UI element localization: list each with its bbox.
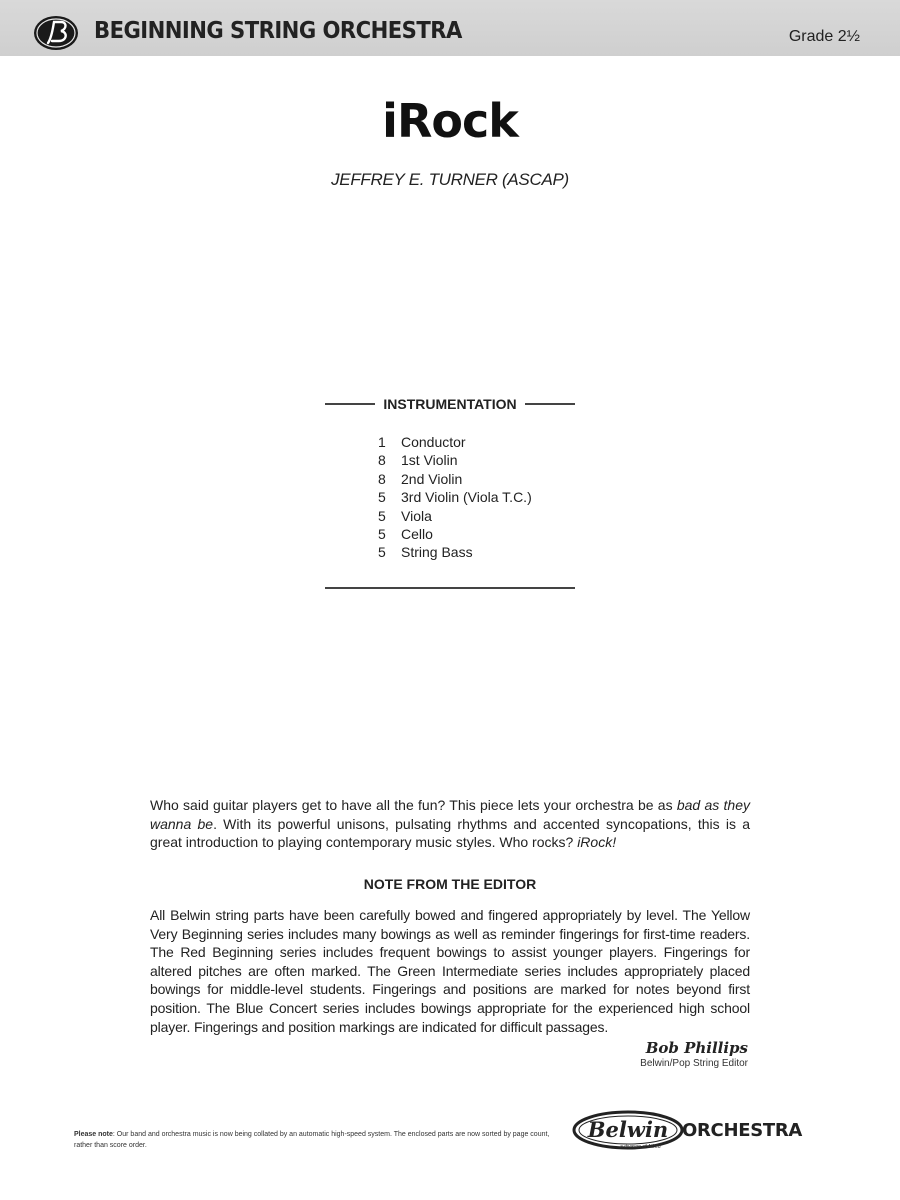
- instrumentation-bottom-rule: [325, 587, 575, 589]
- editor-note-heading: NOTE FROM THE EDITOR: [363, 876, 537, 892]
- footnote-label: Please note: [74, 1131, 113, 1138]
- description-text: Who said guitar players get to have all the fun? This piece lets your orchestra be as: [150, 797, 677, 813]
- belwin-b-logo-icon: [32, 13, 80, 53]
- part-quantity: 5: [378, 507, 386, 524]
- part-name: Viola: [401, 507, 432, 524]
- part-quantity: 8: [378, 452, 386, 469]
- part-name: Conductor: [401, 434, 466, 450]
- publisher-name: Belwin: [587, 1117, 669, 1142]
- description-italic: bad as they wanna be: [150, 797, 751, 832]
- footnote-text: : Our band and orchestra music is now being collated by an automatic high-speed system. The enclosed parts are now sorted by page count, rather than score order.: [74, 1131, 550, 1149]
- heading-rule-right: [525, 403, 575, 405]
- instrumentation-heading: [325, 396, 575, 412]
- editor-note-body: All Belwin string parts have been carefully bowed and fingered appropriately by level. The Yellow Very Beginning series includes many bowings as well as reminder fingerings for first-time readers. The Red Beginning series includes frequent bowings to assist younger players. Fingerings for altered pitches are often marked. The Green Intermediate series includes appropriately placed bowings for middle-level students. Fingerings and positions are marked for notes beyond first position. The Blue Concert series includes bowings appropriate for the experienced high school player. Fingerings and position markings are indicated for difficult passages.: [150, 907, 750, 1035]
- list-item: [378, 470, 532, 488]
- list-item: [378, 543, 532, 561]
- page-title: iRock: [382, 94, 518, 148]
- part-quantity: 5: [378, 489, 386, 506]
- instrumentation-label: INSTRUMENTATION: [383, 396, 517, 412]
- list-item: [378, 507, 532, 525]
- part-name: 2nd Violin: [401, 470, 463, 487]
- publisher-logo: [572, 1110, 832, 1154]
- part-quantity: 5: [378, 525, 386, 542]
- list-item: [378, 451, 532, 469]
- instrumentation-list: [378, 433, 532, 562]
- part-quantity: 8: [378, 470, 386, 487]
- part-name: Cello: [401, 525, 433, 542]
- part-name: 1st Violin: [401, 452, 458, 469]
- heading-rule-left: [325, 403, 375, 405]
- description-italic: iRock!: [577, 834, 617, 850]
- series-title: BEGINNING STRING ORCHESTRA: [94, 18, 462, 44]
- description-text: . With its powerful unisons, pulsating rhythms and accented syncopations, this is a great introduction to playing contemporary music styles. Who rocks?: [150, 815, 751, 850]
- header-bar: [0, 0, 900, 56]
- collation-footnote: [74, 1129, 554, 1151]
- composer-credit: JEFFREY E. TURNER (ASCAP): [331, 170, 569, 189]
- part-name: 3rd Violin (Viola T.C.): [401, 489, 532, 506]
- part-quantity: 5: [378, 544, 386, 561]
- list-item: [378, 488, 532, 506]
- editor-title: Belwin/Pop String Editor: [640, 1058, 748, 1069]
- grade-label: Grade 2½: [788, 28, 860, 45]
- editor-signature: Bob Phillips: [645, 1039, 748, 1057]
- publisher-division: a division of Alfred: [620, 1144, 661, 1150]
- piece-description: [150, 796, 750, 852]
- part-quantity: 1: [378, 434, 386, 450]
- list-item: [378, 433, 532, 451]
- list-item: [378, 525, 532, 543]
- part-name: String Bass: [401, 544, 473, 561]
- publisher-word: ORCHESTRA: [682, 1120, 803, 1141]
